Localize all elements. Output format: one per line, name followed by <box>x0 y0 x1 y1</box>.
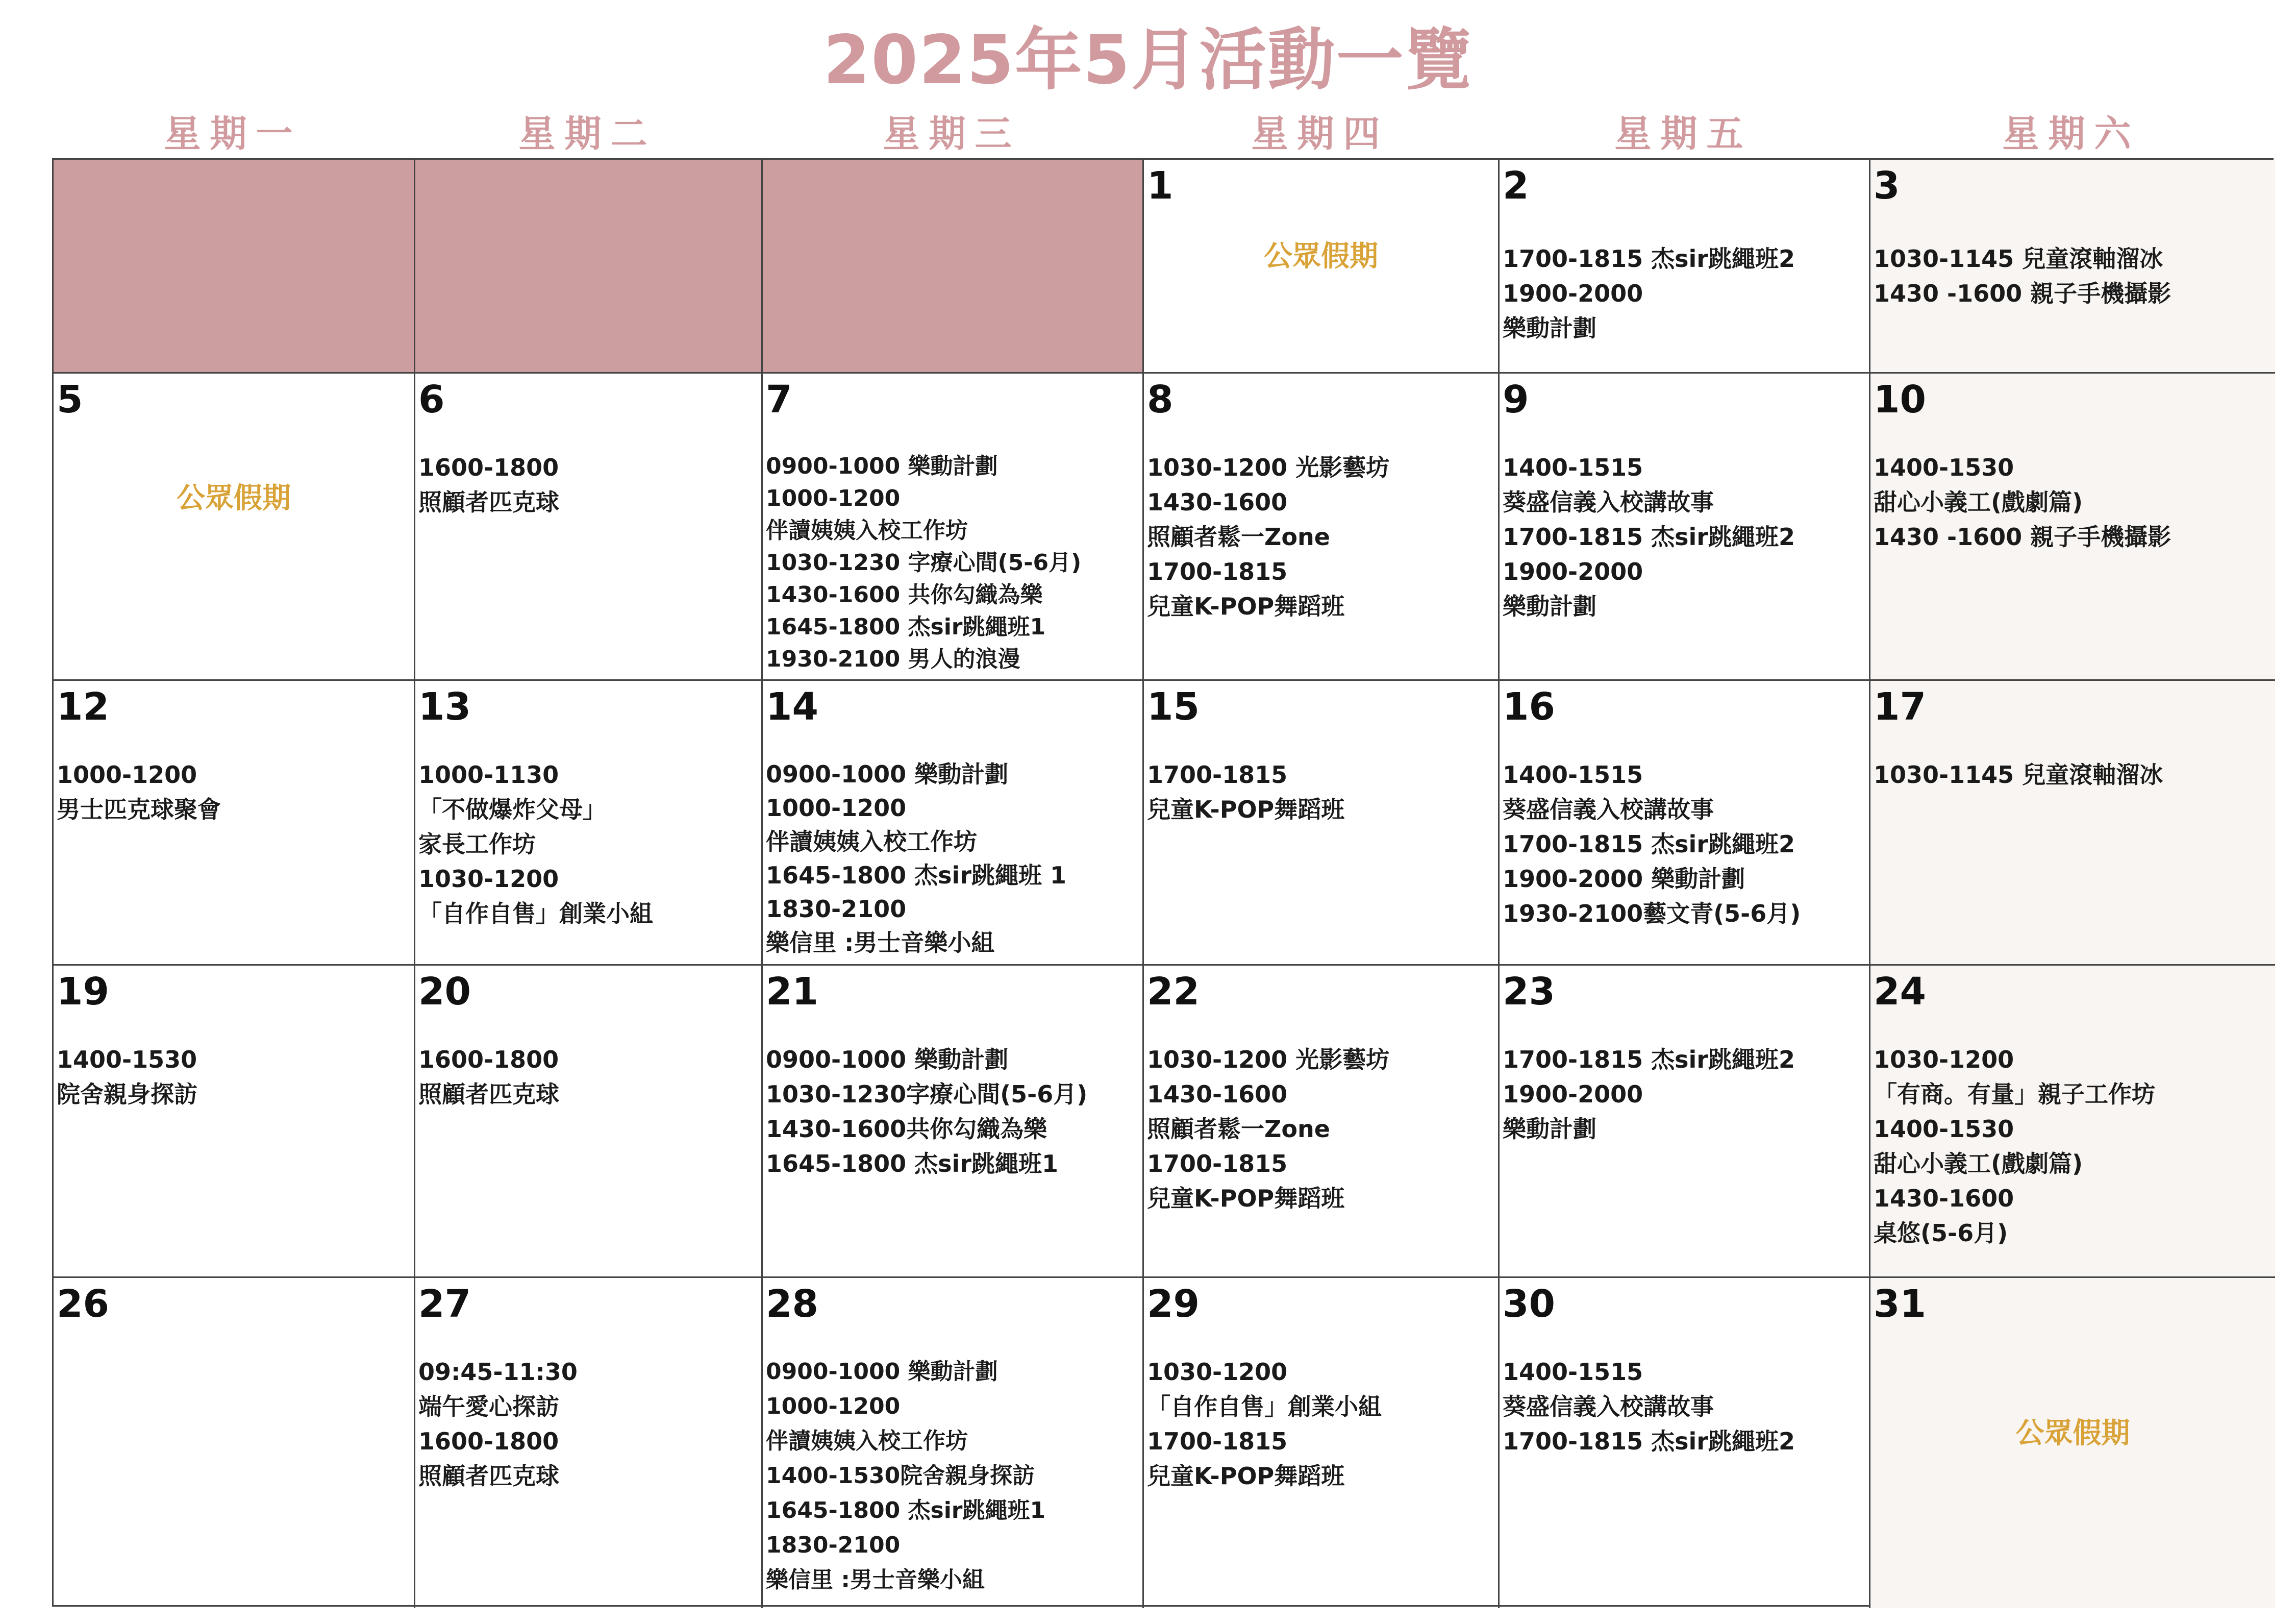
day-number: 27 <box>418 1282 471 1326</box>
day-number: 13 <box>418 685 471 729</box>
calendar-day-cell <box>1144 1278 1500 1608</box>
calendar-day-cell <box>1870 160 2275 374</box>
event-line: 1000-1200 <box>766 1393 901 1419</box>
day-number: 15 <box>1147 685 1200 729</box>
day-number: 22 <box>1147 970 1200 1014</box>
day-number: 12 <box>57 685 109 729</box>
event-line: 家長工作坊 <box>418 830 536 858</box>
calendar-day-cell <box>54 374 415 681</box>
event-line: 照顧者匹克球 <box>418 1462 559 1490</box>
event-line: 1700-1815 <box>1147 558 1288 585</box>
event-line: 1400-1530院舍親身探訪 <box>766 1463 1035 1489</box>
calendar-day-cell <box>1144 681 1500 966</box>
event-line: 照顧者鬆一Zone <box>1147 523 1330 551</box>
event-line: 1030-1230字療心間(5-6月) <box>766 1080 1088 1108</box>
calendar-day-cell <box>1500 1278 1870 1608</box>
event-list <box>1503 757 1866 931</box>
event-line: 兒童K-POP舞蹈班 <box>1147 1185 1345 1212</box>
event-list <box>766 757 1139 959</box>
calendar-day-cell <box>415 374 763 681</box>
calendar-day-cell <box>1144 966 1500 1278</box>
weekday-label: 星期一 <box>164 112 302 155</box>
day-number: 20 <box>418 970 471 1014</box>
event-line: 1700-1815 <box>1147 1428 1288 1455</box>
calendar-day-cell <box>54 1278 415 1608</box>
event-line: 1430-1600 共你勾織為樂 <box>766 582 1043 608</box>
day-number: 3 <box>1874 164 1900 208</box>
event-line: 1700-1815 杰sir跳繩班2 <box>1503 830 1795 858</box>
event-line: 1600-1800 <box>418 1428 559 1455</box>
event-list <box>1503 1042 1866 1146</box>
event-line: 1930-2100藝文青(5-6月) <box>1503 900 1801 927</box>
event-line: 1700-1815 杰sir跳繩班2 <box>1503 523 1795 551</box>
calendar-day-cell <box>1500 374 1870 681</box>
event-line: 1000-1200 <box>57 761 197 789</box>
event-line: 1900-2000 樂動計劃 <box>1503 865 1745 893</box>
event-line: 兒童K-POP舞蹈班 <box>1147 593 1345 620</box>
event-line: 1600-1800 <box>418 1046 559 1073</box>
event-line: 1430 -1600 親子手機攝影 <box>1874 280 2172 307</box>
event-line: 樂信里 :男士音樂小組 <box>766 929 995 956</box>
event-list <box>1147 757 1495 827</box>
weekday-label: 星期三 <box>883 112 1021 155</box>
calendar-day-cell <box>1500 160 1870 374</box>
event-list <box>766 450 1139 675</box>
day-number: 10 <box>1874 378 1926 422</box>
event-list <box>1503 450 1866 624</box>
calendar-day-cell <box>1144 374 1500 681</box>
event-line: 男士匹克球聚會 <box>57 796 221 823</box>
event-line: 1600-1800 <box>418 454 559 481</box>
event-line: 1000-1130 <box>418 761 559 789</box>
event-line: 1400-1530 <box>57 1046 197 1073</box>
event-list <box>766 1042 1139 1181</box>
day-number: 14 <box>766 685 818 729</box>
event-line: 「不做爆炸父母」 <box>418 796 606 823</box>
event-line: 1645-1800 杰sir跳繩班1 <box>766 1497 1046 1523</box>
calendar-day-cell <box>1870 1278 2275 1608</box>
event-line: 1400-1515 <box>1503 1358 1643 1386</box>
day-number: 7 <box>766 378 792 422</box>
calendar-day-cell <box>763 374 1144 681</box>
event-line: 09:45-11:30 <box>418 1358 578 1386</box>
event-line: 0900-1000 樂動計劃 <box>766 1046 1009 1073</box>
day-number: 9 <box>1503 378 1529 422</box>
calendar-day-cell <box>763 1278 1144 1608</box>
event-line: 葵盛信義入校講故事 <box>1503 1393 1714 1420</box>
event-line: 兒童K-POP舞蹈班 <box>1147 1462 1345 1490</box>
calendar-day-cell <box>763 681 1144 966</box>
event-line: 照顧者鬆一Zone <box>1147 1115 1330 1143</box>
calendar-day-cell <box>54 966 415 1278</box>
event-line: 照顧者匹克球 <box>418 1080 559 1108</box>
event-line: 1430-1600 <box>1147 1080 1288 1108</box>
holiday-label: 公眾假期 <box>2015 1417 2130 1450</box>
calendar-day-cell <box>54 681 415 966</box>
event-line: 伴讀姨姨入校工作坊 <box>766 828 977 855</box>
event-line: 端午愛心探訪 <box>418 1393 559 1420</box>
event-line: 1430-1600 <box>1874 1185 2014 1212</box>
event-line: 甜心小義工(戲劇篇) <box>1874 488 2083 516</box>
event-line: 1400-1515 <box>1503 454 1643 481</box>
event-line: 1700-1815 <box>1147 761 1288 789</box>
event-list <box>1147 450 1495 624</box>
calendar-day-cell <box>763 966 1144 1278</box>
event-line: 0900-1000 樂動計劃 <box>766 1359 998 1385</box>
event-line: 1030-1145 兒童滾軸溜冰 <box>1874 761 2163 789</box>
day-number: 8 <box>1147 378 1174 422</box>
event-line: 1030-1200 光影藝坊 <box>1147 1046 1390 1073</box>
event-list <box>1147 1355 1495 1493</box>
calendar-empty-cell <box>415 160 763 374</box>
event-line: 1700-1815 <box>1147 1150 1288 1177</box>
event-line: 1900-2000 <box>1503 1080 1643 1108</box>
event-line: 樂動計劃 <box>1503 1115 1596 1143</box>
weekday-label: 星期二 <box>518 112 657 155</box>
event-list <box>766 1355 1139 1597</box>
calendar-day-cell <box>415 966 763 1278</box>
event-list <box>1503 241 1866 346</box>
day-number: 23 <box>1503 970 1555 1014</box>
calendar-empty-cell <box>763 160 1144 374</box>
event-line: 0900-1000 樂動計劃 <box>766 453 998 479</box>
event-line: 樂動計劃 <box>1503 593 1596 620</box>
event-list <box>1874 1042 2272 1250</box>
calendar-day-cell <box>1500 966 1870 1278</box>
day-number: 21 <box>766 970 818 1014</box>
event-list <box>418 1042 758 1112</box>
day-number: 26 <box>57 1282 109 1326</box>
day-number: 17 <box>1874 685 1926 729</box>
event-line: 1700-1815 杰sir跳繩班2 <box>1503 1428 1795 1455</box>
day-number: 19 <box>57 970 109 1014</box>
calendar-day-cell <box>1144 160 1500 374</box>
calendar-day-cell <box>1870 966 2275 1278</box>
event-list <box>1147 1042 1495 1216</box>
event-line: 1000-1200 <box>766 485 901 511</box>
event-line: 1645-1800 杰sir跳繩班 1 <box>766 862 1067 889</box>
weekday-label: 星期六 <box>2002 112 2140 155</box>
event-line: 1030-1200 <box>418 865 559 893</box>
event-line: 1430 -1600 親子手機攝影 <box>1874 523 2172 551</box>
event-line: 葵盛信義入校講故事 <box>1503 488 1714 516</box>
event-line: 1030-1145 兒童滾軸溜冰 <box>1874 245 2163 273</box>
day-number: 5 <box>57 378 83 422</box>
event-line: 1645-1800 杰sir跳繩班1 <box>766 614 1046 640</box>
day-number: 2 <box>1503 164 1529 208</box>
event-line: 桌悠(5-6月) <box>1874 1219 2008 1247</box>
calendar-day-cell <box>1870 374 2275 681</box>
event-list <box>1874 241 2272 311</box>
holiday-label: 公眾假期 <box>177 482 291 515</box>
event-line: 甜心小義工(戲劇篇) <box>1874 1150 2083 1177</box>
holiday-label: 公眾假期 <box>1264 240 1378 273</box>
event-list <box>57 1042 411 1112</box>
event-line: 1030-1230 字療心間(5-6月) <box>766 550 1082 576</box>
day-number: 24 <box>1874 970 1926 1014</box>
event-line: 1000-1200 <box>766 794 907 822</box>
event-list <box>1503 1355 1866 1459</box>
event-line: 1645-1800 杰sir跳繩班1 <box>766 1150 1059 1177</box>
event-line: 院舍親身探訪 <box>57 1080 197 1108</box>
weekday-label: 星期五 <box>1614 112 1753 155</box>
event-line: 1430-1600共你勾織為樂 <box>766 1115 1047 1143</box>
day-number: 30 <box>1503 1282 1555 1326</box>
calendar-day-cell <box>1870 681 2275 966</box>
page-title: 2025年5月活動一覽 <box>823 21 1473 100</box>
event-line: 1830-2100 <box>766 895 907 923</box>
event-list <box>1874 450 2272 554</box>
event-line: 樂動計劃 <box>1503 314 1596 342</box>
event-line: 「自作自售」創業小組 <box>1147 1393 1382 1420</box>
event-list <box>1874 757 2272 792</box>
event-line: 0900-1000 樂動計劃 <box>766 760 1009 788</box>
event-line: 葵盛信義入校講故事 <box>1503 796 1714 823</box>
weekday-header-row <box>52 108 2274 159</box>
event-line: 伴讀姨姨入校工作坊 <box>766 1428 968 1454</box>
event-line: 1400-1530 <box>1874 454 2014 481</box>
event-line: 「自作自售」創業小組 <box>418 900 653 927</box>
event-line: 1430-1600 <box>1147 488 1288 516</box>
event-line: 1700-1815 杰sir跳繩班2 <box>1503 245 1795 273</box>
event-line: 1830-2100 <box>766 1532 901 1558</box>
day-number: 16 <box>1503 685 1555 729</box>
event-line: 1930-2100 男人的浪漫 <box>766 646 1020 672</box>
event-line: 兒童K-POP舞蹈班 <box>1147 796 1345 823</box>
event-line: 1400-1515 <box>1503 761 1643 789</box>
event-line: 「有商。有量」親子工作坊 <box>1874 1080 2155 1108</box>
event-line: 1700-1815 杰sir跳繩班2 <box>1503 1046 1795 1073</box>
day-number: 6 <box>418 378 445 422</box>
event-list <box>418 450 758 520</box>
day-number: 29 <box>1147 1282 1200 1326</box>
event-list <box>57 757 411 827</box>
event-line: 1030-1200 光影藝坊 <box>1147 454 1390 481</box>
event-line: 照顧者匹克球 <box>418 488 559 516</box>
calendar-grid <box>52 158 2274 1607</box>
day-number: 1 <box>1147 164 1174 208</box>
calendar-day-cell <box>415 681 763 966</box>
day-number: 31 <box>1874 1282 1926 1326</box>
event-line: 1030-1200 <box>1874 1046 2014 1073</box>
weekday-label: 星期四 <box>1251 112 1389 155</box>
event-list <box>418 757 758 931</box>
calendar-day-cell <box>1500 681 1870 966</box>
event-line: 1900-2000 <box>1503 280 1643 307</box>
event-line: 1900-2000 <box>1503 558 1643 585</box>
calendar-day-cell <box>415 1278 763 1608</box>
day-number: 28 <box>766 1282 818 1326</box>
event-line: 1400-1530 <box>1874 1115 2014 1143</box>
event-line: 伴讀姨姨入校工作坊 <box>766 518 968 544</box>
event-list <box>418 1355 758 1493</box>
event-line: 樂信里 :男士音樂小組 <box>766 1567 985 1593</box>
calendar-empty-cell <box>54 160 415 374</box>
event-line: 1030-1200 <box>1147 1358 1288 1386</box>
